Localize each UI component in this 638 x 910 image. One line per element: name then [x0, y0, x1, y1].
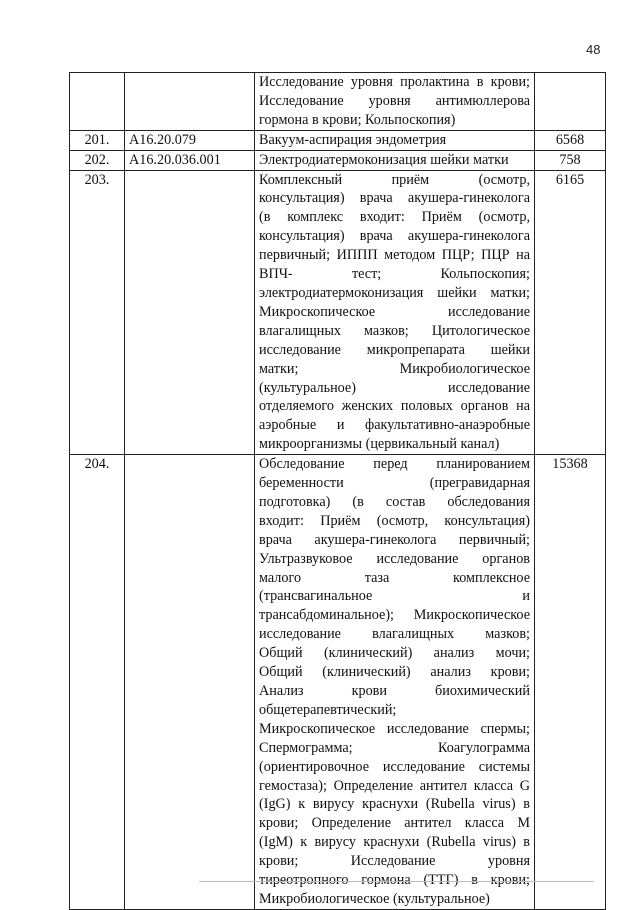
description-line: отделяемого женских половых органов на — [259, 398, 530, 415]
price-cell: 15368 — [535, 455, 606, 910]
description-line: (ориентировочное исследование системы — [259, 758, 530, 775]
description-line: общетерапевтический; — [259, 701, 397, 718]
service-description-cell — [255, 150, 535, 170]
service-code-cell — [125, 455, 255, 910]
description-line: консультация) врача акушера-гинеколога — [259, 228, 530, 245]
description-line: крови; Исследование уровня — [259, 853, 530, 870]
description-line: микроорганизмы (цервикальный канал) — [259, 436, 500, 453]
description-line: исследование влагалищных мазков; — [259, 626, 530, 643]
row-number-cell: 202. — [70, 150, 125, 170]
description-line: врача акушера-гинеколога первичный; — [259, 531, 530, 548]
description-line: Микроскопическое исследование — [259, 303, 530, 320]
description-line: Микроскопическое исследование спермы; — [259, 720, 530, 737]
service-description-cell — [255, 130, 535, 150]
description-line: электродиатермоконизация шейки матки; — [259, 284, 530, 301]
service-description-cell — [255, 73, 535, 131]
description-line: Микробиологическое (культуральное) — [259, 890, 490, 907]
price-cell — [535, 73, 606, 131]
row-number-cell: 204. — [70, 455, 125, 910]
description-line: гемостаза); Определение антител класса G — [259, 777, 530, 794]
description-line: Спермограмма; Коагулограмма — [259, 739, 530, 756]
description-line: исследование микропрепарата шейки — [259, 341, 530, 358]
service-description-cell — [255, 455, 535, 910]
table-row — [70, 170, 606, 455]
description-line: Комплексный приём (осмотр, — [259, 171, 530, 188]
price-cell: 6568 — [535, 130, 606, 150]
description-line: гормона в крови; Кольпоскопия) — [259, 111, 456, 128]
description-line: подготовка) (в состав обследования — [259, 493, 530, 510]
service-code-cell — [125, 170, 255, 455]
description-line: Анализ крови биохимический — [259, 683, 530, 699]
footer-rule — [199, 881, 594, 882]
description-line: матки; Микробиологическое — [259, 360, 530, 377]
service-code-cell: A16.20.079 — [125, 130, 255, 150]
description-line: тиреотропного гормона (ТТГ) в крови; — [259, 872, 530, 889]
description-line: беременности (прегравидарная — [259, 475, 530, 492]
price-cell: 6165 — [535, 170, 606, 455]
description-line: консультация) врача акушера-гинеколога — [259, 190, 530, 207]
price-cell: 758 — [535, 150, 606, 170]
description-line: (в комплекс входит: Приём (осмотр, — [259, 209, 530, 226]
table-row — [70, 150, 606, 170]
service-code-cell — [125, 73, 255, 131]
description-line: крови; Определение антител класса M — [259, 815, 530, 832]
description-line: Электродиатермоконизация шейки матки — [259, 151, 509, 168]
service-code-cell: A16.20.036.001 — [125, 150, 255, 170]
table-row — [70, 130, 606, 150]
description-line: Общий (клинический) анализ мочи; — [259, 645, 530, 662]
description-line: малого таза комплексное — [259, 569, 530, 586]
description-line: Исследование уровня антимюллерова — [259, 92, 530, 109]
description-line: Исследование уровня пролактина в крови; — [259, 74, 530, 90]
description-line: (культуральное) исследование — [259, 379, 530, 396]
description-line: первичный; ИППП методом ПЦР; ПЦР на — [259, 247, 530, 264]
description-line: трансабдоминальное); Микроскопическое — [259, 607, 530, 624]
description-line: (трансвагинальное и — [259, 588, 530, 605]
row-number-cell — [70, 73, 125, 131]
table-row — [70, 455, 606, 910]
description-line: Общий (клинический) анализ крови; — [259, 664, 530, 681]
description-line: (IgM) к вирусу краснухи (Rubella virus) в — [259, 834, 530, 851]
description-line: Вакуум-аспирация эндометрия — [259, 131, 447, 148]
row-number-cell: 201. — [70, 130, 125, 150]
services-price-table — [69, 72, 606, 910]
description-line: аэробные и факультативно-анаэробные — [259, 417, 530, 434]
description-line: входит: Приём (осмотр, консультация) — [259, 512, 530, 529]
page-number: 48 — [586, 42, 601, 57]
table-row — [70, 73, 606, 131]
description-line: влагалищных мазков; Цитологическое — [259, 322, 530, 339]
description-line: ВПЧ- тест; Кольпоскопия; — [259, 266, 530, 283]
description-line: Обследование перед планированием — [259, 456, 530, 473]
description-line: (IgG) к вирусу краснухи (Rubella virus) в — [259, 796, 530, 813]
description-line: Ультразвуковое исследование органов — [259, 550, 530, 567]
service-description-cell — [255, 170, 535, 455]
row-number-cell: 203. — [70, 170, 125, 455]
